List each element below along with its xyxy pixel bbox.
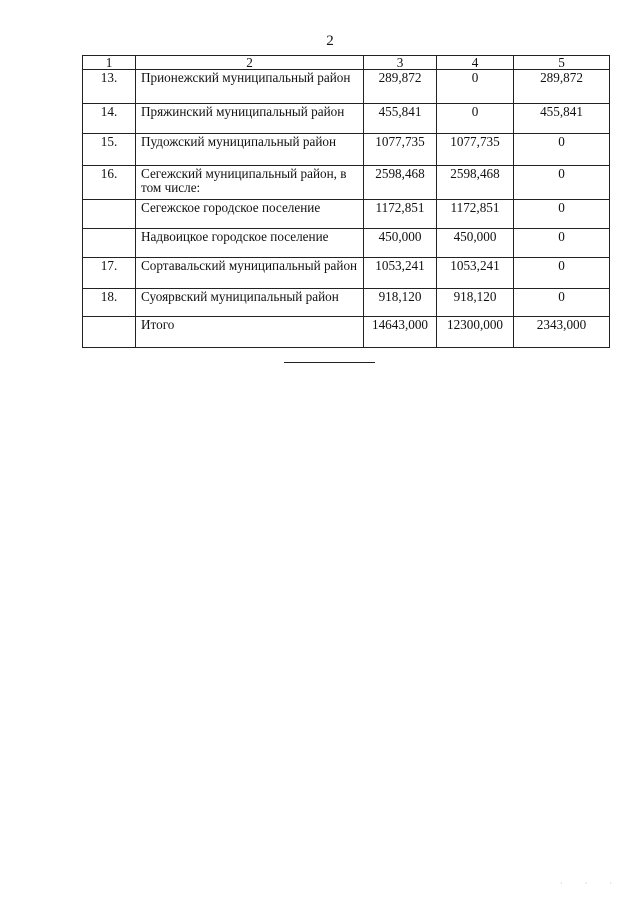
column-header: 5 <box>514 56 610 70</box>
distribution-table <box>82 55 610 348</box>
column-header: 3 <box>364 56 437 70</box>
row-name: Пряжинский муниципальный район <box>136 104 364 134</box>
row-value-col4: 1053,241 <box>437 258 514 289</box>
row-value-col3: 918,120 <box>364 289 437 317</box>
row-value-col5: 0 <box>514 134 610 166</box>
row-value-col3: 455,841 <box>364 104 437 134</box>
row-name: Сортавальский муниципальный район <box>136 258 364 289</box>
row-value-col5: 0 <box>514 229 610 258</box>
row-value-col4: 918,120 <box>437 289 514 317</box>
row-value-col4: 450,000 <box>437 229 514 258</box>
row-number <box>83 317 136 348</box>
row-value-col3: 2598,468 <box>364 166 437 200</box>
row-value-col4: 0 <box>437 104 514 134</box>
row-number: 14. <box>83 104 136 134</box>
row-name: Сегежское городское поселение <box>136 200 364 229</box>
row-value-col5: 0 <box>514 258 610 289</box>
table-row <box>83 166 610 200</box>
table-header-row <box>83 56 610 70</box>
column-header: 1 <box>83 56 136 70</box>
row-name: Пудожский муниципальный район <box>136 134 364 166</box>
column-header: 4 <box>437 56 514 70</box>
row-value-col4: 1077,735 <box>437 134 514 166</box>
row-value-col4: 1172,851 <box>437 200 514 229</box>
row-value-col5: 455,841 <box>514 104 610 134</box>
table-row <box>83 258 610 289</box>
row-value-col4: 0 <box>437 70 514 104</box>
row-name: Суоярвский муниципальный район <box>136 289 364 317</box>
table-row <box>83 134 610 166</box>
row-value-col5: 2343,000 <box>514 317 610 348</box>
table-row <box>83 229 610 258</box>
row-number <box>83 200 136 229</box>
table-total-row <box>83 317 610 348</box>
row-number: 18. <box>83 289 136 317</box>
table-row <box>83 70 610 104</box>
row-value-col5: 0 <box>514 289 610 317</box>
row-value-col3: 289,872 <box>364 70 437 104</box>
row-number <box>83 229 136 258</box>
row-name: Сегежский муниципальный район, в том числе: <box>136 166 364 200</box>
row-value-col3: 1053,241 <box>364 258 437 289</box>
row-name: Итого <box>136 317 364 348</box>
scan-artifact: · · · <box>560 879 622 888</box>
row-value-col3: 450,000 <box>364 229 437 258</box>
column-header: 2 <box>136 56 364 70</box>
table-row <box>83 200 610 229</box>
closing-divider <box>284 362 375 363</box>
row-value-col3: 14643,000 <box>364 317 437 348</box>
row-value-col3: 1172,851 <box>364 200 437 229</box>
row-value-col5: 289,872 <box>514 70 610 104</box>
page-number: 2 <box>326 33 334 49</box>
row-value-col5: 0 <box>514 200 610 229</box>
row-name: Надвоицкое городское поселение <box>136 229 364 258</box>
row-value-col4: 2598,468 <box>437 166 514 200</box>
table-row <box>83 104 610 134</box>
row-number: 16. <box>83 166 136 200</box>
row-number: 13. <box>83 70 136 104</box>
row-value-col3: 1077,735 <box>364 134 437 166</box>
row-value-col4: 12300,000 <box>437 317 514 348</box>
row-name: Прионежский муниципальный район <box>136 70 364 104</box>
row-number: 15. <box>83 134 136 166</box>
table-row <box>83 289 610 317</box>
row-number: 17. <box>83 258 136 289</box>
row-value-col5: 0 <box>514 166 610 200</box>
